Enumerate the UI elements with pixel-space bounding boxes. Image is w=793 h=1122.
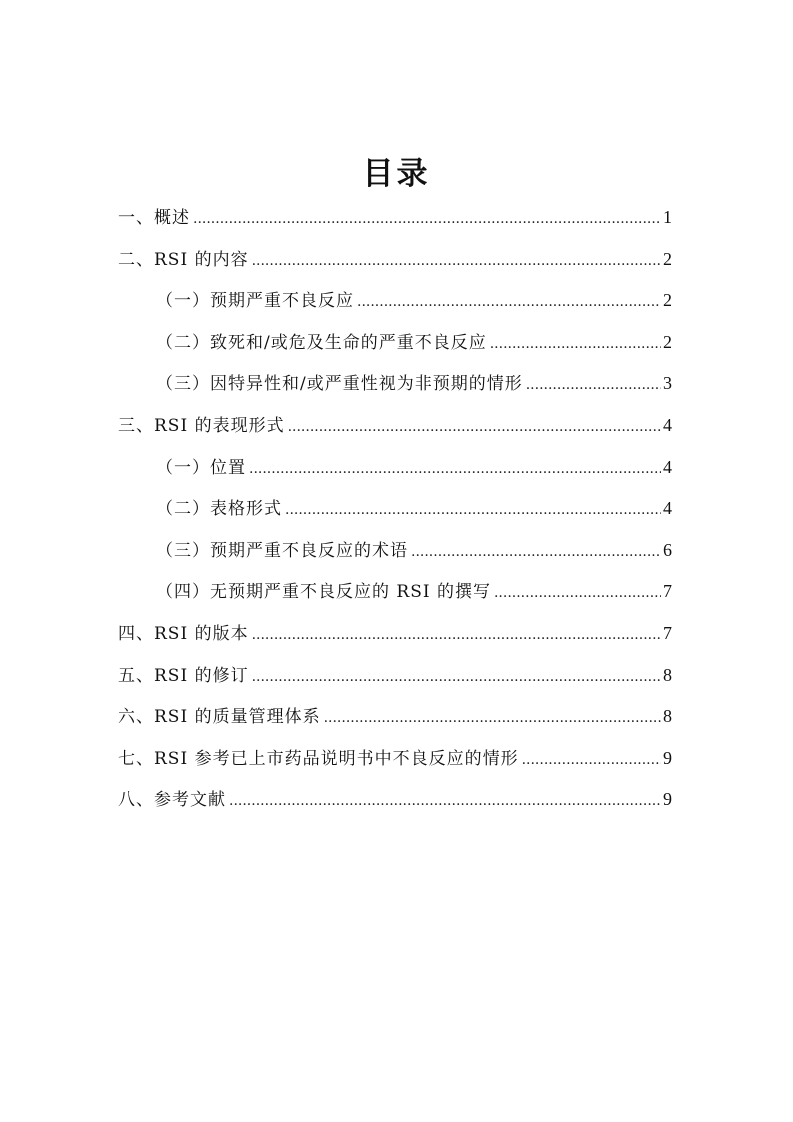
toc-entry-label: （四）无预期严重不良反应的 RSI 的撰写 — [156, 582, 491, 603]
toc-entry-rsi-format[interactable] — [118, 405, 672, 447]
toc-dot-leader — [252, 657, 661, 699]
toc-page-number: 9 — [663, 747, 672, 768]
toc-dot-leader — [526, 365, 661, 407]
toc-entry-label: 四、RSI 的版本 — [118, 623, 249, 644]
toc-entry-unexpected-by-specificity[interactable] — [118, 363, 672, 405]
toc-entry-references[interactable] — [118, 779, 672, 821]
toc-entry-label: 八、参考文献 — [118, 790, 226, 811]
toc-entry-label: （二）表格形式 — [156, 499, 282, 520]
toc-dot-leader — [522, 740, 661, 782]
toc-entry-label: （一）位置 — [156, 457, 246, 478]
toc-dot-leader — [252, 615, 661, 657]
toc-entry-label: 一、概述 — [118, 208, 190, 228]
toc-entry-label: （三）因特异性和/或严重性视为非预期的情形 — [156, 374, 523, 395]
toc-entry-rsi-content[interactable] — [118, 239, 672, 281]
toc-dot-leader — [357, 282, 661, 324]
toc-dot-leader — [494, 573, 661, 615]
toc-page-number: 8 — [663, 664, 672, 685]
toc-entry-table-format[interactable] — [118, 488, 672, 530]
toc-page-number: 2 — [663, 331, 672, 352]
toc-dot-leader — [193, 199, 661, 241]
toc-dot-leader — [285, 490, 661, 532]
table-of-contents — [118, 197, 672, 821]
toc-entry-label: （二）致死和/或危及生命的严重不良反应 — [156, 332, 487, 353]
toc-dot-leader — [411, 532, 661, 574]
toc-page-number: 2 — [663, 290, 672, 311]
toc-entry-location[interactable] — [118, 447, 672, 489]
toc-dot-leader — [252, 241, 661, 283]
toc-entry-expected-serious-adr[interactable] — [118, 280, 672, 322]
toc-entry-label: 六、RSI 的质量管理体系 — [118, 707, 321, 728]
toc-entry-rsi-marketed-label[interactable] — [118, 738, 672, 780]
toc-entry-label: 五、RSI 的修订 — [118, 665, 249, 686]
toc-entry-overview[interactable] — [118, 197, 672, 239]
toc-page-number: 4 — [663, 498, 672, 519]
toc-entry-rsi-quality-system[interactable] — [118, 696, 672, 738]
toc-entry-adr-terminology[interactable] — [118, 530, 672, 572]
toc-dot-leader — [249, 449, 661, 491]
toc-entry-label: （一）预期严重不良反应 — [156, 291, 354, 312]
toc-entry-label: （三）预期严重不良反应的术语 — [156, 540, 408, 561]
toc-entry-fatal-life-threatening-adr[interactable] — [118, 322, 672, 364]
toc-page-number: 6 — [663, 539, 672, 560]
toc-entry-rsi-version[interactable] — [118, 613, 672, 655]
toc-entry-label: 七、RSI 参考已上市药品说明书中不良反应的情形 — [118, 748, 519, 769]
toc-page-number: 4 — [663, 456, 672, 477]
toc-entry-rsi-without-expected-adr[interactable] — [118, 571, 672, 613]
toc-page-number: 1 — [663, 207, 672, 227]
toc-page-number: 3 — [663, 373, 672, 394]
toc-entry-label: 二、RSI 的内容 — [118, 249, 249, 270]
toc-page-number: 4 — [663, 414, 672, 435]
toc-page-number: 8 — [663, 706, 672, 727]
toc-dot-leader — [324, 698, 661, 740]
toc-page-number: 9 — [663, 789, 672, 810]
toc-entry-rsi-revision[interactable] — [118, 655, 672, 697]
page-title: 目录 — [362, 156, 431, 192]
toc-page-number: 7 — [663, 581, 672, 602]
toc-page-number: 2 — [663, 248, 672, 269]
toc-dot-leader — [490, 324, 661, 366]
toc-dot-leader — [229, 781, 661, 823]
toc-dot-leader — [288, 407, 661, 449]
toc-entry-label: 三、RSI 的表现形式 — [118, 415, 285, 436]
toc-page-number: 7 — [663, 622, 672, 643]
